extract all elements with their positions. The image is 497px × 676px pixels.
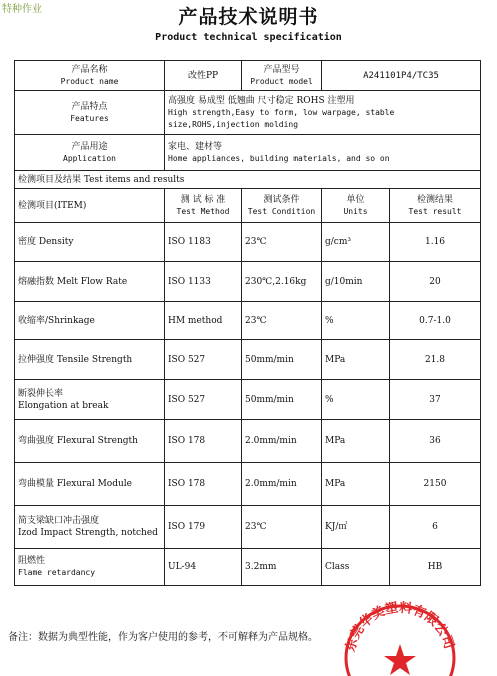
row-condition: 50mm/min [242, 380, 322, 420]
row-units: % [322, 302, 390, 340]
row-condition: 50mm/min [242, 340, 322, 380]
features-label: 产品特点 Features [15, 91, 165, 135]
features-value: 高强度 易成型 低翘曲 尺寸稳定 ROHS 注塑用 High strength,Easy to form, low warpage, stable size,ROHS,injection molding [165, 91, 481, 135]
row-units: KJ/㎡ [322, 506, 390, 549]
application-label: 产品用途 Application [15, 135, 165, 171]
row-condition: 23℃ [242, 506, 322, 549]
col-units-header: 单位 Units [322, 189, 390, 223]
table-row [15, 223, 481, 262]
section-header: 检测项目及结果 Test items and results [15, 171, 481, 189]
col-item-header: 检测项目(ITEM) [15, 189, 165, 223]
row-item: 弯曲强度 Flexural Strength [15, 420, 165, 463]
row-method: ISO 527 [165, 380, 242, 420]
footnote: 备注：数据为典型性能，作为客户使用的参考，不可解释为产品规格。 [8, 632, 318, 643]
corner-tag: 特种作业 [2, 4, 42, 15]
seal-text: 东莞华美塑料有限公司 [343, 600, 457, 654]
col-method-header: 测 试 标 准 Test Method [165, 189, 242, 223]
row-method: HM method [165, 302, 242, 340]
col-condition-header: 测试条件 Test Condition [242, 189, 322, 223]
seal-star-icon [384, 644, 416, 675]
col-result-header: 检测结果 Test result [390, 189, 481, 223]
application-value: 家电、建材等 Home appliances, building materials, and so on [165, 135, 481, 171]
row-result: 21.8 [390, 340, 481, 380]
table-row [15, 506, 481, 549]
row-result: 1.16 [390, 223, 481, 262]
row-method: ISO 179 [165, 506, 242, 549]
row-units: Class [322, 549, 390, 586]
table-row [15, 302, 481, 340]
seal-ring [346, 606, 454, 676]
row-result: 2150 [390, 463, 481, 506]
row-condition: 23℃ [242, 302, 322, 340]
row-method: ISO 178 [165, 420, 242, 463]
row-condition: 3.2mm [242, 549, 322, 586]
row-condition: 2.0mm/min [242, 420, 322, 463]
row-item: 熔融指数 Melt Flow Rate [15, 262, 165, 302]
product-name-row [15, 61, 481, 91]
row-item: 拉伸强度 Tensile Strength [15, 340, 165, 380]
section-header-row [15, 171, 481, 189]
row-condition: 2.0mm/min [242, 463, 322, 506]
row-item: 密度 Density [15, 223, 165, 262]
row-method: UL-94 [165, 549, 242, 586]
product-model-label: 产品型号 Product model [242, 61, 322, 91]
row-units: MPa [322, 463, 390, 506]
row-units: g/cm³ [322, 223, 390, 262]
row-condition: 230℃,2.16kg [242, 262, 322, 302]
row-item: 弯曲模量 Flexural Module [15, 463, 165, 506]
row-units: % [322, 380, 390, 420]
row-result: 36 [390, 420, 481, 463]
table-row [15, 549, 481, 586]
product-model-value: A241101P4/TC35 [322, 61, 481, 91]
spec-table [14, 60, 481, 586]
row-item: 简支梁缺口冲击强度 Izod Impact Strength, notched [15, 506, 165, 549]
row-condition: 23℃ [242, 223, 322, 262]
table-row [15, 463, 481, 506]
row-result: 0.7-1.0 [390, 302, 481, 340]
row-item: 断裂伸长率 Elongation at break [15, 380, 165, 420]
column-header-row [15, 189, 481, 223]
document-title-zh: 产品技术说明书 [178, 6, 319, 28]
application-row [15, 135, 481, 171]
row-result: 6 [390, 506, 481, 549]
document-title-en: Product technical specification [155, 32, 342, 43]
row-method: ISO 178 [165, 463, 242, 506]
row-result: 20 [390, 262, 481, 302]
table-row [15, 340, 481, 380]
row-method: ISO 527 [165, 340, 242, 380]
company-seal-icon [340, 596, 460, 676]
row-units: MPa [322, 340, 390, 380]
product-name-value: 改性PP [165, 61, 242, 91]
row-units: MPa [322, 420, 390, 463]
row-units: g/10min [322, 262, 390, 302]
table-row [15, 380, 481, 420]
product-name-label: 产品名称 Product name [15, 61, 165, 91]
row-item: 阻燃性 Flame retardancy [15, 549, 165, 586]
table-row [15, 262, 481, 302]
row-method: ISO 1133 [165, 262, 242, 302]
row-result: 37 [390, 380, 481, 420]
row-item: 收缩率/Shrinkage [15, 302, 165, 340]
table-row [15, 420, 481, 463]
features-row [15, 91, 481, 135]
row-result: HB [390, 549, 481, 586]
row-method: ISO 1183 [165, 223, 242, 262]
